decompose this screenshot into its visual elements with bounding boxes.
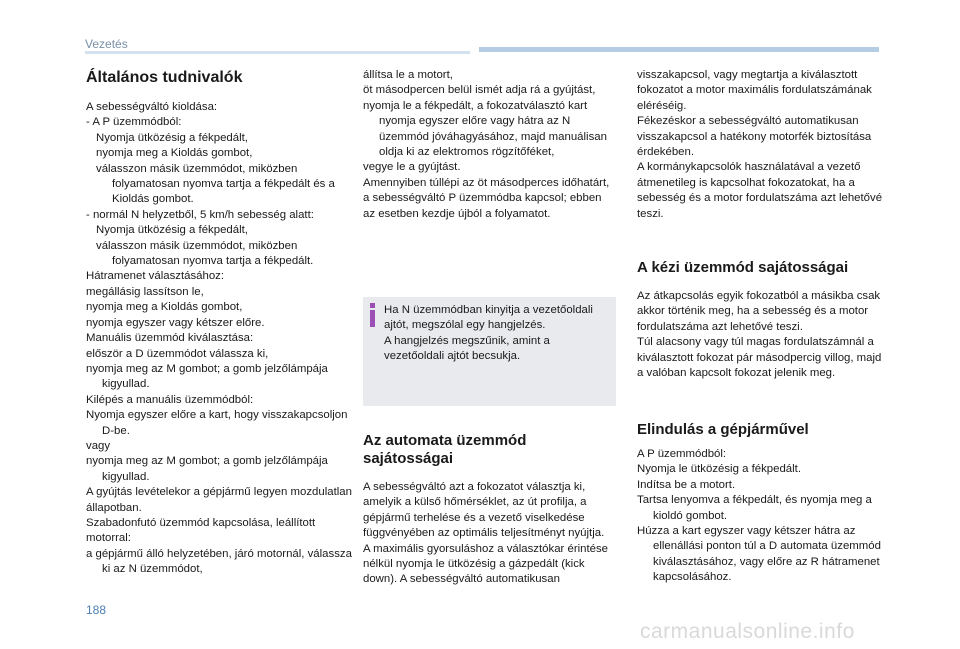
paragraph: Fékezéskor a sebességváltó automatikusan visszakapcsol a hatékony motorfék biztosítása érdekében.: [637, 115, 872, 159]
text-line: A sebességváltó kioldása:: [86, 101, 218, 113]
column-right: [637, 68, 883, 222]
info-note-text: [384, 303, 612, 365]
header-rule-right: [479, 47, 879, 52]
heading-elindulas: Elindulás a gépjárművel: [637, 421, 809, 438]
bullet-item: nyomja meg a Kioldás gombot,: [96, 147, 253, 160]
watermark: carmanualsonline.info: [640, 620, 855, 643]
paragraph: A kormánykapcsolók használatával a vezető átmenetileg is kapcsolhat fokozatokat, ha a sebesség és a motor fordulatszáma azt lehetővé teszi.: [637, 161, 883, 220]
column-left: [86, 68, 354, 578]
bullet-item: először a D üzemmódot válassza ki,: [86, 347, 269, 360]
paragraph: A sebességváltó azt a fokozatot választja ki, amelyik a külső hőmérséklet, az út profilja, a gépjármű terhelése és a vezető viselkedése függvényében az optimális teljesítményt nyújtja.: [363, 481, 605, 540]
text-line: Manuális üzemmód kiválasztása:: [86, 332, 254, 345]
paragraph: Túl alacsony vagy túl magas fordulatszámnál a kiválasztott fokozat pár másodpercig villog, majd a valóban kapcsolt fokozat jelenik meg.: [637, 336, 882, 380]
bullet-item: nyomja egyszer vagy kétszer előre.: [86, 316, 265, 329]
elindulas-body: [637, 447, 883, 586]
info-icon: [367, 303, 379, 327]
paragraph: visszakapcsol, vagy megtartja a kiválasztott fokozatot a motor maximális fordulatszámának eléréséig.: [637, 69, 872, 112]
heading-altalanos: Általános tudnivalók: [86, 69, 243, 86]
text-line: Kilépés a manuális üzemmódból:: [86, 393, 254, 406]
bullet-item: vegye le a gyújtást.: [363, 161, 461, 174]
section-title: Vezetés: [85, 37, 128, 51]
kezi-section: [637, 259, 883, 381]
elindulas-section: [637, 421, 883, 586]
heading-automata: Az automata üzemmód sajátosságai: [363, 432, 527, 467]
column-middle: [363, 68, 616, 222]
bullet-item: Tartsa lenyomva a fékpedált, és nyomja meg a kioldó gombot.: [637, 494, 872, 522]
page-number: 188: [86, 603, 107, 617]
bullet-item: öt másodpercen belül ismét adja rá a gyújtást,: [363, 84, 596, 97]
bullet-item: nyomja meg a Kioldás gombot,: [86, 301, 243, 314]
bullet-item: nyomja le a fékpedált, a fokozatválasztó kart nyomja egyszer előre vagy hátra az N üzemmód jóváhagyásához, majd manuálisan oldja ki az elektromos rögzítőféket,: [363, 99, 607, 159]
page-header: [0, 0, 960, 60]
bullet-item: Indítsa be a motort.: [637, 478, 736, 491]
automata-section: [363, 432, 616, 588]
text-line: vagy: [86, 439, 111, 452]
bullet-item: nyomja meg az M gombot; a gomb jelzőlámpája kigyullad.: [86, 455, 328, 483]
column-middle-body: [363, 68, 616, 222]
bullet-item: válasszon másik üzemmódot, miközben folyamatosan nyomva tartja a fékpedált.: [96, 239, 314, 268]
bullet-item: - normál N helyzetből, 5 km/h sebesség alatt:: [86, 208, 314, 221]
paragraph: Az átkapcsolás egyik fokozatból a másikba csak akkor történik meg, ha a sebesség és a motor fordulatszáma azt lehetővé teszi.: [637, 290, 881, 333]
bullet-item: nyomja meg az M gombot; a gomb jelzőlámpája kigyullad.: [86, 362, 328, 391]
bullet-item: Nyomja egyszer előre a kart, hogy visszakapcsoljon D-be.: [86, 409, 348, 437]
text-line: A P üzemmódból:: [637, 448, 727, 460]
text-line: Szabadonfutó üzemmód kapcsolása, leállított motorral:: [86, 516, 316, 545]
column-left-body: [86, 100, 354, 578]
paragraph: A maximális gyorsuláshoz a választókar érintése nélkül nyomja le ütközésig a gázpedált (kick down). A sebességváltó automatikusan: [363, 542, 609, 586]
note-paragraph: Ha N üzemmódban kinyitja a vezetőoldali ajtót, megszólal egy hangjelzés.: [384, 304, 593, 332]
bullet-item: Nyomja le ütközésig a fékpedált.: [637, 463, 801, 476]
text-line: A gyújtás levételekor a gépjármű legyen mozdulatlan állapotban.: [86, 486, 352, 514]
note-paragraph: A hangjelzés megszűnik, amint a vezetőoldali ajtót becsukja.: [384, 334, 550, 363]
bullet-item: megállásig lassítson le,: [86, 285, 204, 298]
bullet-item: Nyomja ütközésig a fékpedált,: [96, 131, 248, 144]
bullet-item: Húzza a kart egyszer vagy kétszer hátra az ellenállási ponton túl a D automata üzemmód kiválasztásához, vagy előre az R hátramenet kapcsolásához.: [637, 525, 881, 584]
bullet-item: - A P üzemmódból:: [86, 116, 182, 129]
heading-kezi: A kézi üzemmód sajátosságai: [637, 259, 849, 276]
bullet-item: állítsa le a motort,: [363, 69, 453, 81]
bullet-item: a gépjármű álló helyzetében, járó motornál, válassza ki az N üzemmódot,: [86, 547, 352, 576]
text-line: Hátramenet választásához:: [86, 270, 225, 283]
bullet-item: Nyomja ütközésig a fékpedált,: [96, 224, 248, 237]
header-rule-left: [85, 51, 470, 54]
text-line: Amennyiben túllépi az öt másodperces időhatárt, a sebességváltó P üzemmódba kapcsol; ebben az esetben kezdje újból a folyamatot.: [363, 176, 610, 220]
bullet-item: válasszon másik üzemmódot, miközben folyamatosan nyomva tartja a fékpedált és a Kioldás gombot.: [96, 162, 335, 206]
